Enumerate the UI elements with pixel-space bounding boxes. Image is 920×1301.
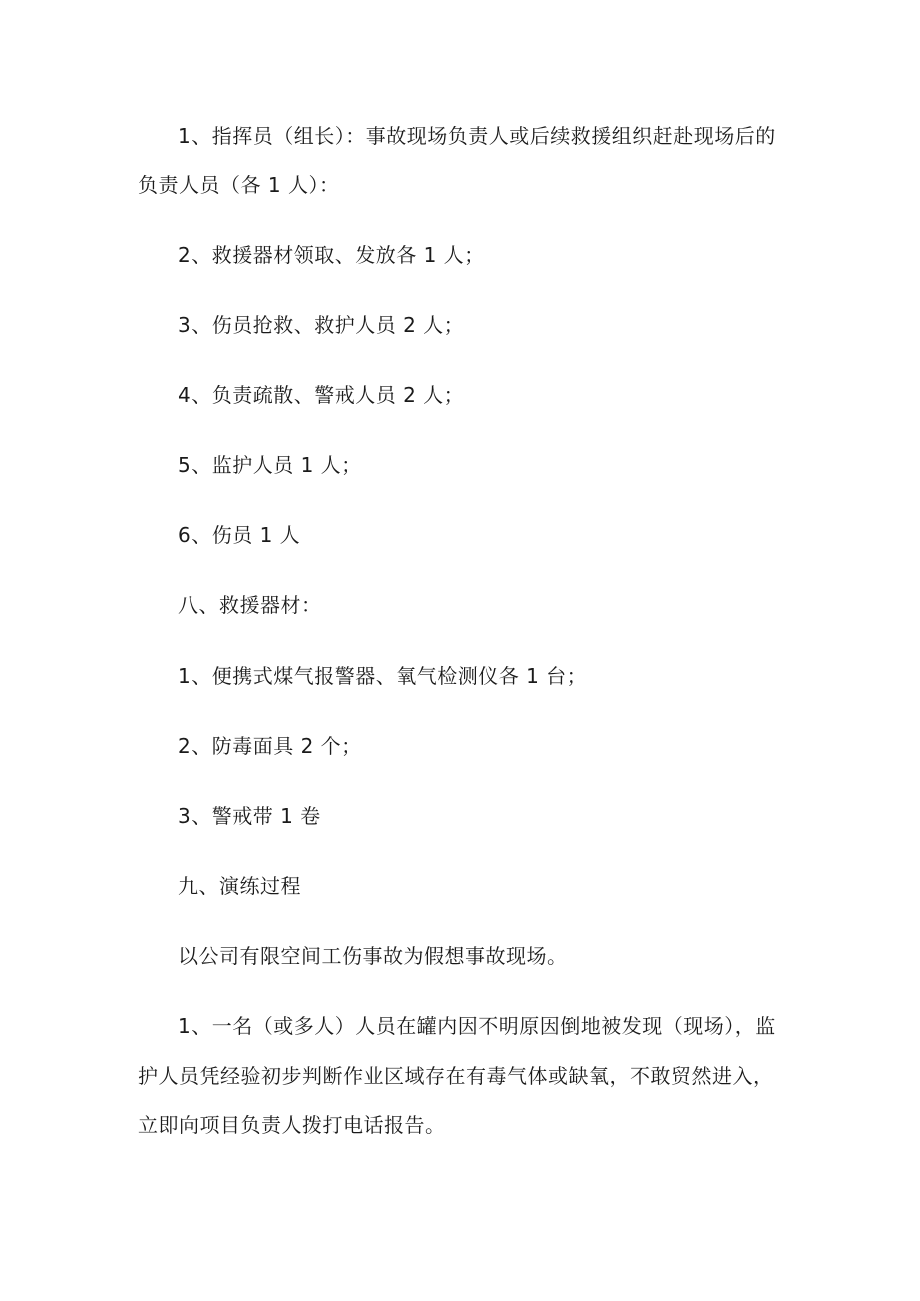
- text-line: 1、一名（或多人）人员在罐内因不明原因倒地被发现（现场），监: [178, 1014, 776, 1038]
- text-line: 立即向项目负责人拨打电话报告。: [138, 1113, 446, 1137]
- text-line: 以公司有限空间工伤事故为假想事故现场。: [178, 944, 568, 968]
- text-line: 4、负责疏散、警戒人员 2 人；: [178, 383, 465, 407]
- text-line: 负责人员（各 1 人）：: [138, 173, 340, 197]
- text-line: 2、防毒面具 2 个；: [178, 734, 362, 758]
- text-line: 2、救援器材领取、发放各 1 人；: [178, 243, 485, 267]
- text-line: 5、监护人员 1 人；: [178, 453, 362, 477]
- section-heading: 九、演练过程: [178, 874, 301, 898]
- text-line: 1、指挥员（组长）：事故现场负责人或后续救援组织赶赴现场后的: [178, 124, 776, 148]
- section-heading: 八、救援器材：: [178, 593, 322, 617]
- text-line: 3、伤员抢救、救护人员 2 人；: [178, 313, 465, 337]
- text-line: 1、便携式煤气报警器、氧气检测仪各 1 台；: [178, 664, 588, 688]
- text-line: 护人员凭经验初步判断作业区域存在有毒气体或缺氧，不敢贸然进入，: [138, 1064, 774, 1088]
- text-line: 6、伤员 1 人: [178, 523, 301, 547]
- text-line: 3、警戒带 1 卷: [178, 804, 321, 828]
